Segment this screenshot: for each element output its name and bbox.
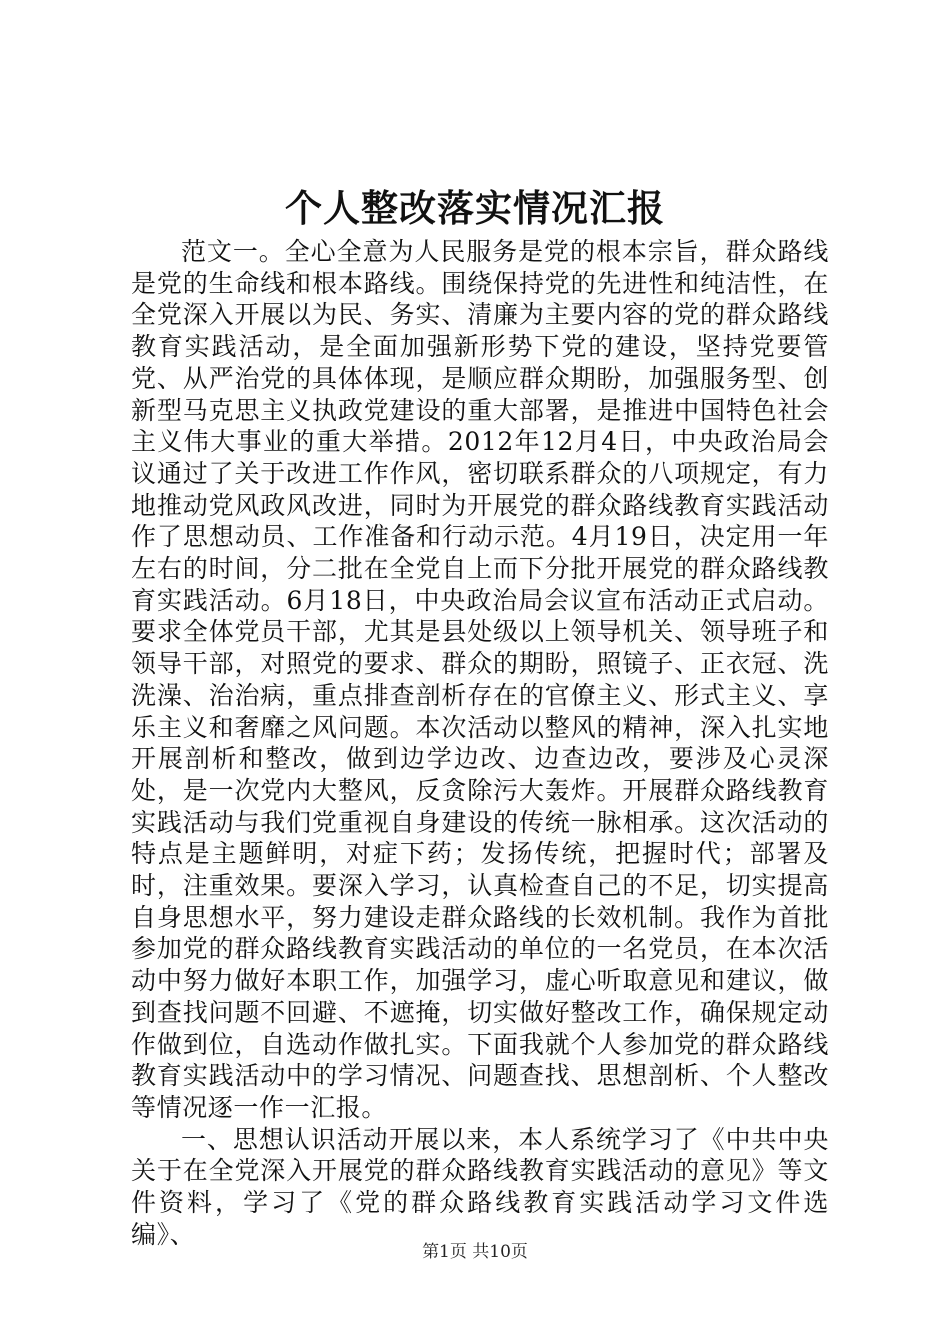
document-body (131, 236, 829, 1251)
paragraph-section-one: 一、思想认识活动开展以来，本人系统学习了《中共中央关于在全党深入开展党的群众路线教育实践活动的意见》等文件资料，学习了《党的群众路线教育实践活动学习文件选编》、 (131, 1124, 829, 1249)
document-title: 个人整改落实情况汇报 (285, 186, 665, 230)
paragraph-intro: 范文一。全心全意为人民服务是党的根本宗旨，群众路线是党的生命线和根本路线。围绕保持党的先进性和纯洁性，在全党深入开展以为民、务实、清廉为主要内容的党的群众路线教育实践活动，是全面加强新形势下党的建设，坚持党要管党、从严治党的具体体现，是顺应群众期盼，加强服务型、创新型马克思主义执政党建设的重大部署，是推进中国特色社会主义伟大事业的重大举措。2012年12月4日，中央政治局会议通过了关于改进工作作风，密切联系群众的八项规定，有力地推动党风政风改进，同时为开展党的群众路线教育实践活动作了思想动员、工作准备和行动示范。4月19日，决定用一年左右的时间，分二批在全党自上而下分批开展党的群众路线教育实践活动。6月18日，中央政治局会议宣布活动正式启动。要求全体党员干部，尤其是县处级以上领导机关、领导班子和领导干部，对照党的要求、群众的期盼，照镜子、正衣冠、洗洗澡、治治病，重点排查剖析存在的官僚主义、形式主义、享乐主义和奢靡之风问题。本次活动以整风的精神，深入扎实地开展剖析和整改，做到边学边改、边查边改，要涉及心灵深处，是一次党内大整风，反贪除污大轰炸。开展群众路线教育实践活动与我们党重视自身建设的传统一脉相承。这次活动的特点是主题鲜明，对症下药；发扬传统，把握时代；部署及时，注重效果。要深入学习，认真检查自己的不足，切实提高自身思想水平，努力建设走群众路线的长效机制。我作为首批参加党的群众路线教育实践活动的单位的一名党员，在本次活动中努力做好本职工作，加强学习，虚心听取意见和建议，做到查找问题不回避、不遮掩，切实做好整改工作，确保规定动作做到位，自选动作做扎实。下面我就个人参加党的群众路线教育实践活动中的学习情况、问题查找、思想剖析、个人整改等情况逐一作一汇报。 (131, 237, 829, 1122)
page-footer: 第1页 共10页 (422, 1242, 528, 1262)
